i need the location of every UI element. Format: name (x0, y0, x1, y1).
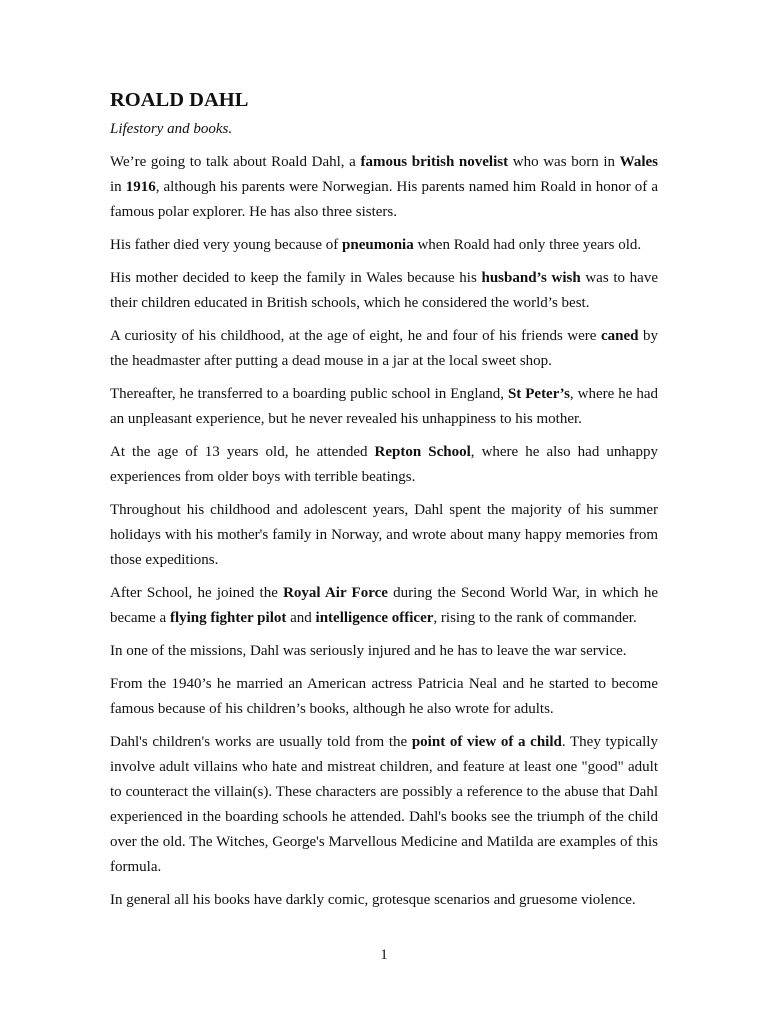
bold-text-run: pneumonia (342, 237, 414, 253)
paragraph (110, 498, 658, 573)
bold-text-run: Wales (619, 154, 658, 170)
paragraph (110, 233, 658, 258)
paragraph (110, 440, 658, 490)
document-body (110, 150, 658, 913)
text-run: After School, he joined the (110, 585, 284, 601)
bold-text-run: famous british novelist (360, 154, 509, 170)
paragraph (110, 888, 658, 913)
text-run: , where he had an unpleasant experience, but he never revealed his unhappiness to his mother. (110, 386, 658, 427)
bold-text-run: husband’s wish (481, 270, 581, 286)
bold-text-run: flying fighter pilot (169, 610, 287, 626)
text-run: who was born in (508, 154, 620, 170)
bold-text-run: St Peter’s (507, 386, 570, 402)
text-run: From the 1940’s he married an American actress Patricia Neal and he started to become famous because of his children’s books, although he also wrote for adults. (110, 676, 658, 717)
text-run: during the Second World War, in which he became a (110, 585, 658, 626)
text-run: We’re going to talk about Roald Dahl, a (110, 154, 361, 170)
paragraph (110, 672, 658, 722)
text-run: Dahl's children's works are usually told from the (110, 734, 412, 750)
paragraph (110, 324, 658, 374)
bold-text-run: 1916 (125, 179, 156, 195)
text-run: Thereafter, he transferred to a boarding public school in England, (110, 386, 508, 402)
paragraph (110, 639, 658, 664)
text-run: . They typically involve adult villains who hate and mistreat children, and feature at least one "good" adult to counteract the villain(s). These characters are possibly a reference to the abuse that Dahl experienced in the boarding schools he attended. Dahl's books see the triumph of the child over the old. The Witches, George's Marvellous Medicine and Matilda are examples of this formula. (110, 734, 658, 875)
text-run: in (110, 179, 126, 195)
document-title: ROALD DAHL (110, 89, 249, 111)
paragraph (110, 730, 658, 880)
text-run: when Roald had only three years old. (413, 237, 642, 253)
text-run: In general all his books have darkly comic, grotesque scenarios and gruesome violence. (110, 892, 636, 908)
paragraph (110, 266, 658, 316)
text-run: , where he also had unhappy experiences from older boys with terrible beatings. (110, 444, 659, 485)
text-run: His father died very young because of (110, 237, 343, 253)
bold-text-run: Royal Air Force (283, 585, 388, 601)
bold-text-run: point of view of a child (411, 734, 562, 750)
text-run: , rising to the rank of commander. (433, 610, 637, 626)
bold-text-run: caned (600, 328, 639, 344)
text-run: A curiosity of his childhood, at the age of eight, he and four of his friends were (110, 328, 601, 344)
bold-text-run: Repton School (374, 444, 471, 460)
text-run: , although his parents were Norwegian. His parents named him Roald in honor of a famous polar explorer. He has also three sisters. (110, 179, 659, 220)
paragraph (110, 150, 658, 225)
text-run: In one of the missions, Dahl was seriously injured and he has to leave the war service. (110, 643, 627, 659)
document-page (110, 83, 658, 921)
text-run: was to have their children educated in British schools, which he considered the world’s best. (110, 270, 659, 311)
bold-text-run: intelligence officer (315, 610, 434, 626)
text-run: At the age of 13 years old, he attended (110, 444, 375, 460)
text-run: by the headmaster after putting a dead mouse in a jar at the local sweet shop. (110, 328, 659, 369)
page-number: 1 (380, 947, 388, 963)
text-run: His mother decided to keep the family in Wales because his (110, 270, 482, 286)
text-run: and (286, 610, 316, 626)
paragraph (110, 581, 658, 631)
document-subtitle: Lifestory and books. (110, 121, 233, 137)
text-run: Throughout his childhood and adolescent years, Dahl spent the majority of his summer holidays with his mother's family in Norway, and wrote about many happy memories from those expeditions. (110, 502, 658, 568)
paragraph (110, 382, 658, 432)
